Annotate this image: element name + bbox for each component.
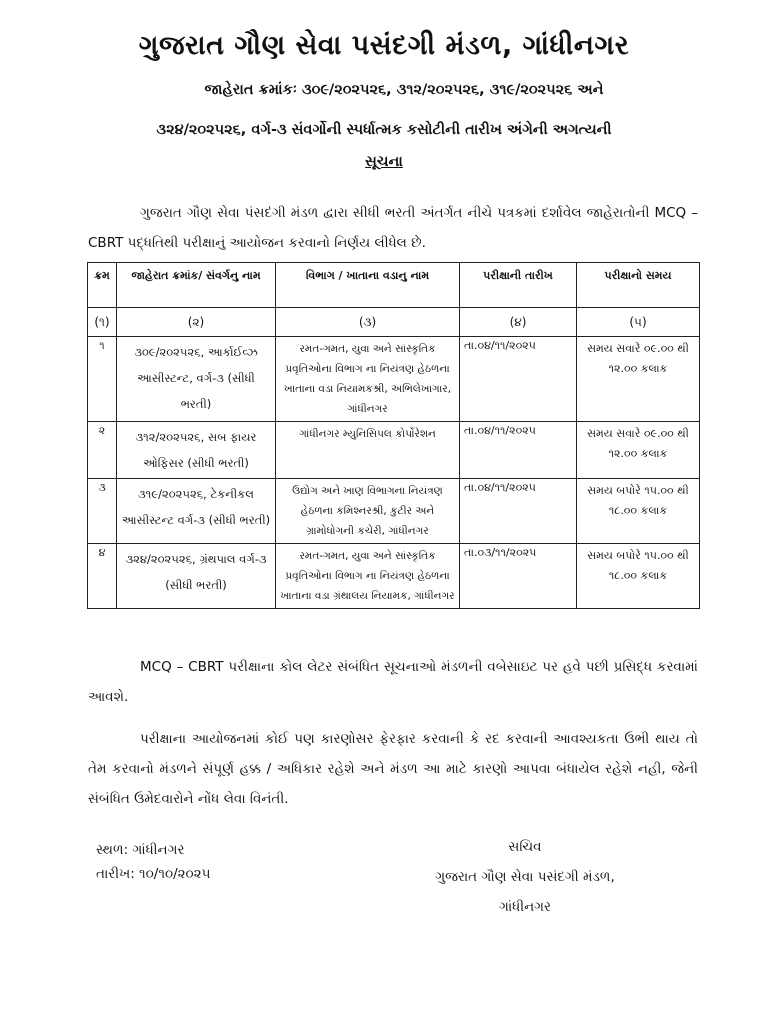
row-exam-time: સમય સવારે ૦૯.૦૦ થી ૧૨.૦૦ કલાક (577, 422, 700, 479)
header-department: વિભાગ / ખાતાના વડાનુ નામ (276, 263, 460, 308)
row-department: રમત-ગમત, યુવા અને સાંસ્કૃતિક પ્રવૃતિઓના વિભાગ ના નિયંત્રણ હેઠળના ખાતાના વડા નિયામકશ્રી, અભિલેખાગાર, ગાંધીનગર (276, 337, 460, 422)
header-sr: ક્રમ (88, 263, 117, 308)
row-exam-time: સમય બપોરે ૧૫.૦૦ થી ૧૮.૦૦ કલાક (577, 544, 700, 609)
row-exam-date: તા.૦૪/૧૧/૨૦૨૫ (460, 479, 577, 544)
row-advertisement: ૩૦૯/૨૦૨૫૨૬, આર્કાઈવ્ઝ આસીસ્ટન્ટ, વર્ગ-૩ (સીધી ભરતી) (117, 337, 276, 422)
call-letter-paragraph: MCQ – CBRT પરીક્ષાના કોલ લેટર સંબંધિત સૂચનાઓ મંડળની વબેસાઇટ પર હવે પછી પ્રસિદ્ધ કરવામાં આવશે. (88, 659, 698, 705)
designation-text: સચિવ (508, 839, 542, 855)
row-exam-time: સમય સવારે ૦૯.૦૦ થી ૧૨.૦૦ કલાક (577, 337, 700, 422)
column-number: (૧) (88, 308, 117, 337)
header-exam-time: પરીક્ષાનો સમય (577, 263, 700, 308)
place-date-block (96, 838, 210, 886)
table-row (88, 422, 700, 479)
row-department: ઉદ્યોગ અને ખાણ વિભાગના નિયંત્રણ હેઠળના કમિશ્નરશ્રી, કુટીર અને ગ્રામોધોગની કચેરી, ગાંધીનગર (276, 479, 460, 544)
organization-text: ગુજરાત ગૌણ સેવા પસંદગી મંડળ, (435, 869, 615, 885)
exam-schedule-table (87, 262, 700, 609)
row-advertisement: ૩૧૨/૨૦૨૫૨૬, સબ ફાયર ઓફિસર (સીધી ભરતી) (117, 422, 276, 479)
table-row (88, 337, 700, 422)
row-sr: ૨ (88, 422, 117, 479)
header-advertisement: જાહેરાત ક્રમાંક/ સંવર્ગનુ નામ (117, 263, 276, 308)
row-exam-date: તા.૦૪/૧૧/૨૦૨૫ (460, 422, 577, 479)
column-number: (૨) (117, 308, 276, 337)
row-sr: ૧ (88, 337, 117, 422)
place-text: સ્થળ: ગાંધીનગર (96, 842, 185, 858)
row-exam-date: તા.૦૪/૧૧/૨૦૨૫ (460, 337, 577, 422)
row-sr: ૩ (88, 479, 117, 544)
row-department: ગાંધીનગર મ્યુનિસિપલ કોર્પોરેશન (276, 422, 460, 479)
row-advertisement: ૩૧૯/૨૦૨૫૨૬, ટેકનીકલ આસીસ્ટન્ટ વર્ગ-૩ (સીધી ભરતી) (117, 479, 276, 544)
column-number: (૫) (577, 308, 700, 337)
page-title: ગુજરાત ગૌણ સેવા પસંદગી મંડળ, ગાંધીનગર (138, 30, 630, 61)
header-exam-date: પરીક્ષાની તારીખ (460, 263, 577, 308)
table-header-row (88, 263, 700, 308)
column-number: (૩) (276, 308, 460, 337)
subject-line-1: જાહેરાત ક્રમાંકઃ ૩૦૯/૨૦૨૫૨૬, ૩૧૨/૨૦૨૫૨૬, ૩૧૯/૨૦૨૫૨૬ અને (204, 82, 604, 98)
city-text: ગાંધીનગર (498, 899, 551, 915)
subject-line-3: સૂચના (365, 154, 403, 170)
table-number-row (88, 308, 700, 337)
row-advertisement: ૩૨૪/૨૦૨૫૨૬, ગ્રંથપાલ વર્ગ-૩ (સીધી ભરતી) (117, 544, 276, 609)
row-exam-date: તા.૦૩/૧૧/૨૦૨૫ (460, 544, 577, 609)
rights-paragraph: પરીક્ષાના આયોજનમાં કોઈ પણ કારણોસર ફેરફાર કરવાની કે રદ કરવાની આવશ્યકતા ઉભી થાય તો તેમ કરવાનો મંડળને સંપૂર્ણ હક્ક / અધિકાર રહેશે અને મંડળ આ માટે કારણો આપવા બંધાયેલ રહેશે નહી, જેની સંબંધિત ઉમેદવારોને નોંધ લેવા વિનંતી. (88, 731, 698, 807)
table-row (88, 479, 700, 544)
table-row (88, 544, 700, 609)
row-department: રમત-ગમત, યુવા અને સાંસ્કૃતિક પ્રવૃતિઓના વિભાગ ના નિયંત્રણ હેઠળના ખાતાના વડા ગ્રંથાલય નિયામક, ગાંધીનગર (276, 544, 460, 609)
row-exam-time: સમય બપોરે ૧૫.૦૦ થી ૧૮.૦૦ કલાક (577, 479, 700, 544)
column-number: (૪) (460, 308, 577, 337)
subject-line-2: ૩૨૪/૨૦૨૫૨૬, વર્ગ-૩ સંવર્ગોની સ્પર્ધાત્મક કસોટીની તારીખ અંગેની અગત્યની (156, 122, 612, 138)
date-text: તારીખ: ૧૦/૧૦/૨૦૨૫ (96, 866, 211, 882)
intro-paragraph: ગુજરાત ગૌણ સેવા પંસદંગી મંડળ દ્વારા સીધી ભરતી અંતર્ગત નીચે પત્રકમાં દર્શાવેલ જાહેરાતોની MCQ – CBRT પદ્ધતિથી પરીક્ષાનું આયોજન કરવાનો નિર્ણય લીધેલ છે. (88, 205, 698, 251)
row-sr: ૪ (88, 544, 117, 609)
signature-block (410, 832, 640, 922)
